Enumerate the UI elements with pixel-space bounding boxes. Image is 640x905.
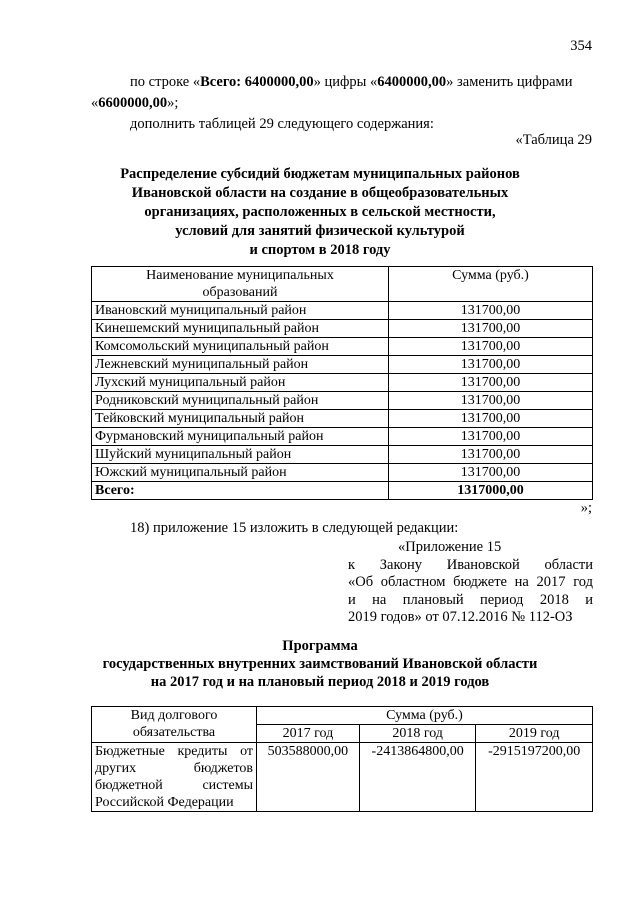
annex-line-5: 2019 годов» от 07.12.2016 № 112-ОЗ (348, 609, 573, 625)
value-2017: 503588000,00 (257, 743, 360, 812)
subsidy-sum: 131700,00 (389, 320, 593, 338)
municipality-name: Ивановский муниципальный район (92, 302, 389, 320)
header-sum: Сумма (руб.) (257, 707, 593, 725)
municipality-name: Шуйский муниципальный район (92, 446, 389, 464)
subsidy-sum: 131700,00 (389, 392, 593, 410)
annex-line-2: к Закону Ивановской области (348, 556, 593, 573)
table-row (92, 302, 593, 320)
closing-mark: »; (580, 500, 592, 516)
total-label: Всего: (92, 482, 389, 500)
table-row (92, 320, 593, 338)
table-29-reference: «Таблица 29 (515, 132, 592, 148)
subsidy-sum: 131700,00 (389, 428, 593, 446)
item-18-text: 18) приложение 15 изложить в следующей редакции: (130, 520, 459, 536)
program-title-line-1: Программа (282, 638, 358, 654)
table-row (92, 464, 593, 482)
intro-line-2: «6600000,00»; (91, 95, 179, 111)
value-2019: -2915197200,00 (476, 743, 593, 812)
header-2017: 2017 год (257, 725, 360, 743)
table-row (92, 446, 593, 464)
table1-title-line-1: Распределение субсидий бюджетам муниципальных районов (120, 166, 520, 182)
table1-title-line-3: организациях, расположенных в сельской местности, (144, 204, 496, 220)
value-2018: -2413864800,00 (359, 743, 476, 812)
annex-line-4: и на плановый период 2018 и (348, 591, 593, 608)
table-row (92, 428, 593, 446)
subsidy-sum: 131700,00 (389, 302, 593, 320)
program-title-line-3: на 2017 год и на плановый период 2018 и 2019 годов (150, 674, 490, 690)
annex-line-1: «Приложение 15 (398, 539, 502, 555)
annex-note (348, 539, 593, 627)
page-number: 354 (570, 38, 592, 54)
table-row (92, 392, 593, 410)
municipality-name: Родниковский муниципальный район (92, 392, 389, 410)
table1-title-line-4: условий для занятий физической культурой (175, 223, 465, 239)
header-municipality: Наименование муниципальных образований (92, 267, 389, 302)
municipality-name: Тейковский муниципальный район (92, 410, 389, 428)
municipality-name: Южский муниципальный район (92, 464, 389, 482)
municipality-name: Фурмановский муниципальный район (92, 428, 389, 446)
subsidy-sum: 131700,00 (389, 446, 593, 464)
borrowing-program-table (91, 706, 593, 812)
annex-line-3: «Об областном бюджете на 2017 год (348, 574, 593, 590)
subsidy-sum: 131700,00 (389, 338, 593, 356)
header-debt-type: Вид долгового обязательства (92, 707, 257, 743)
program-title-line-2: государственных внутренних заимствований Ивановской области (102, 656, 538, 672)
table-row (92, 410, 593, 428)
table-header-row (92, 267, 593, 302)
intro-line-3: дополнить таблицей 29 следующего содержания: (130, 116, 434, 132)
header-sum: Сумма (руб.) (389, 267, 593, 302)
intro-line-1: по строке «Всего: 6400000,00» цифры «6400000,00» заменить цифрами (130, 74, 573, 90)
municipality-name: Лежневский муниципальный район (92, 356, 389, 374)
table-row (92, 743, 593, 812)
table1-title-line-2: Ивановской области на создание в общеобразовательных (131, 185, 509, 201)
municipality-name: Комсомольский муниципальный район (92, 338, 389, 356)
header-2019: 2019 год (476, 725, 593, 743)
header-2018: 2018 год (359, 725, 476, 743)
municipality-name: Кинешемский муниципальный район (92, 320, 389, 338)
table-header-row (92, 707, 593, 725)
debt-type: Бюджетные кредиты от других бюджетов бюджетной системы Российской Федерации (92, 743, 257, 812)
table1-title-line-5: и спортом в 2018 году (249, 242, 391, 258)
subsidy-sum: 131700,00 (389, 356, 593, 374)
subsidy-distribution-table (91, 266, 593, 500)
table-total-row (92, 482, 593, 500)
subsidy-sum: 131700,00 (389, 464, 593, 482)
municipality-name: Лухский муниципальный район (92, 374, 389, 392)
table-row (92, 374, 593, 392)
table-row (92, 338, 593, 356)
subsidy-sum: 131700,00 (389, 410, 593, 428)
total-sum: 1317000,00 (389, 482, 593, 500)
subsidy-sum: 131700,00 (389, 374, 593, 392)
table-row (92, 356, 593, 374)
